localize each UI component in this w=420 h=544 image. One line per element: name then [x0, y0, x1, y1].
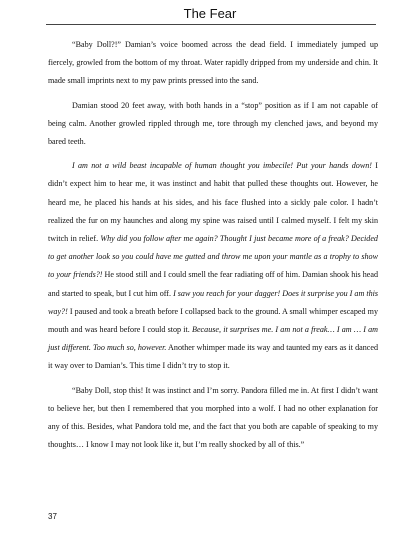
paragraph-text: “Baby Doll, stop this! It was instinct and I’m sorry. Pandora filled me in. At first I didn’t want to believe her, but then I remembered that you morphed into a wolf. I had no other explanation for any of this. Besides, what Pandora told me, and the fact that you both are capable of speaking to my thoughts… I know I may not look like it, but I’m really shocked by all of this.”	[48, 385, 378, 450]
paragraph-text: Damian stood 20 feet away, with both hands in a “stop” position as if I am not capable of being calm. Another growled rippled through me, tore through my clenched jaws, and beyond my bared teeth.	[48, 100, 378, 147]
paragraph	[48, 97, 378, 152]
body-text	[48, 36, 378, 460]
paragraph-text: I didn’t expect him to hear me, it was instinct and habit that pulled these thoughts out. However, he heard me, he placed his hands at his sides, and his face flushed into a sickly pale color. I hadn’t realized the fur on my haunches and along my spine was raised until I calmed myself. I felt my skin twitch in relief.	[48, 161, 378, 244]
italic-thought-text: Because, it surprises me. I am not a freak… I am … I am just different. Too much so, however.	[48, 325, 378, 353]
chapter-title: The Fear	[183, 6, 237, 21]
header-divider	[46, 24, 376, 25]
italic-thought-text: I am not a wild beast incapable of human thought you imbecile! Put your hands down!	[72, 161, 372, 171]
paragraph-text: Another whimper made its way and taunted my ears as it danced it way over to Damian’s. This time I didn’t try to stop it.	[48, 343, 378, 371]
paragraph	[48, 382, 378, 455]
italic-thought-text: Why did you follow after me again? Thought I just became more of a freak? Decided to get another look so you could have me gutted and throw me upon your mantle as a trophy to show to your friends?!	[48, 234, 378, 280]
italic-thought-text: I saw you reach for your dagger! Does it surprise you I am this way?!	[48, 288, 379, 316]
paragraph	[48, 36, 378, 91]
paragraph	[48, 157, 378, 375]
page-number: 37	[48, 512, 57, 521]
paragraph-text: He stood still and I could smell the fear radiating off of him. Damian shook his head and started to speak, but I cut him off.	[48, 270, 378, 298]
paragraph-text: I paused and took a breath before I collapsed back to the ground. A small whimper escaped my mouth and was heard before I could stop it.	[48, 306, 378, 335]
paragraph-text: “Baby Doll?!” Damian’s voice boomed across the dead field. I immediately jumped up fiercely, growled from the bottom of my throat. Water rapidly dripped from my underside and chin. It made small imprints next to my paw prints pressed into the sand.	[48, 40, 378, 86]
